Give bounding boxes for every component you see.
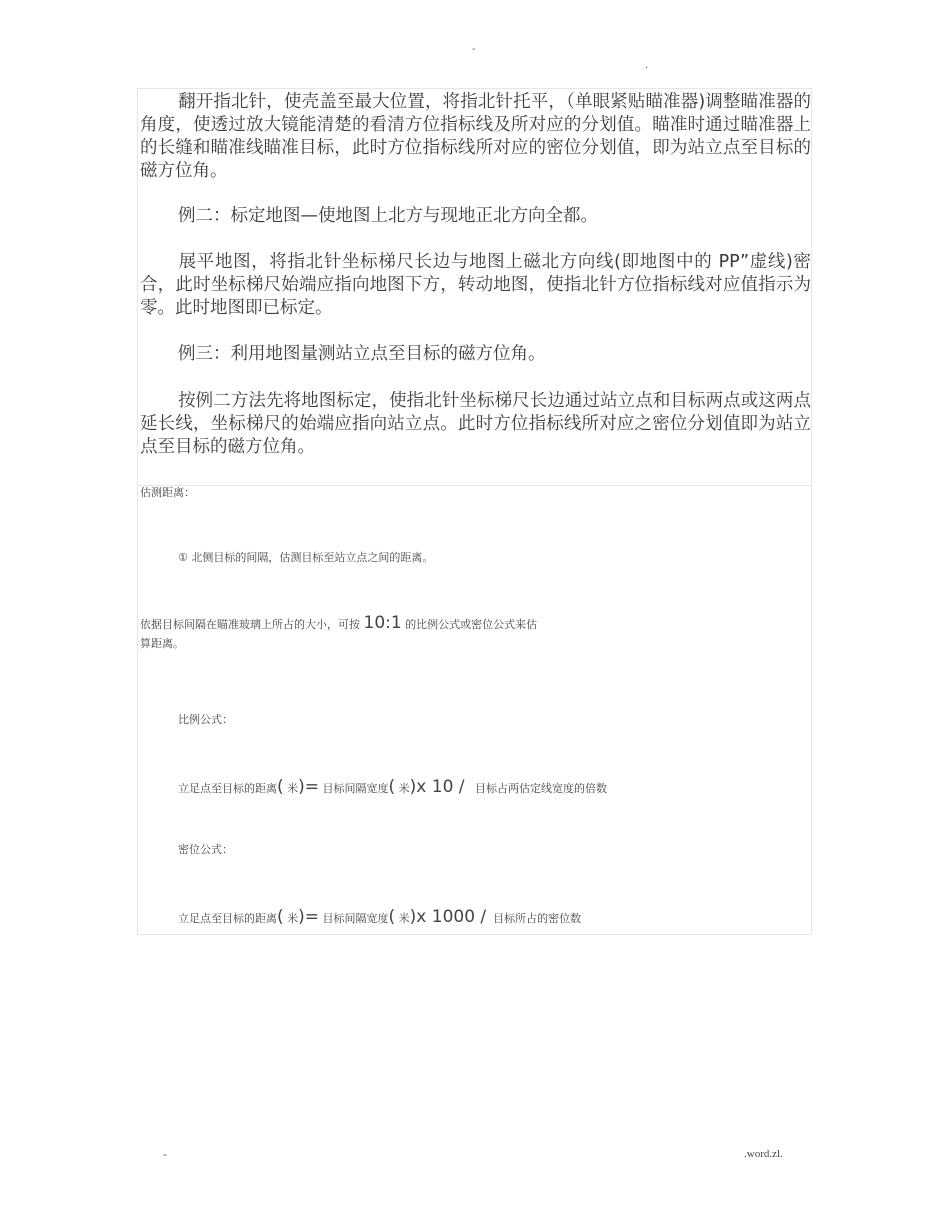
ratio-formula: 立足点至目标的距离( 米)= 目标间隔宽度( 米)x 10 / 目标占两估定线宽度的倍数 [178,777,608,797]
mil-formula-title: 密位公式： [178,843,233,856]
page-content [137,88,812,935]
paragraph-compass-aim: 翻开指北针，使壳盖至最大位置，将指北针托平，（单眼紧贴瞄准器)调整瞄准器的角度，使透过放大镜能清楚的看清方位指标线及所对应的分划值。瞄准时通过瞄准器上的长缝和瞄准线瞄准目标，此时方位指标线所对应的密位分划值，即为站立点至目标的磁方位角。 [140,92,811,181]
header-dash-mark: - [472,44,476,55]
description-line-cont: 算距离。 [140,637,184,650]
paragraph-example-three: 例三：利用地图量测站立点至目标的磁方位角。 [178,344,546,364]
footer-right: .word.zl. [744,1148,783,1160]
header-dot-mark: . [645,60,649,71]
section-title: 估测距离： [140,486,195,499]
paragraph-example-two: 例二：标定地图—使地图上北方与现地正北方向全都。 [178,206,598,226]
description-line: 依据目标间隔在瞄准玻璃上所占的大小，可按 10:1 的比例公式或密位公式来估 [140,613,538,633]
footer-left: - [163,1148,167,1161]
mil-formula: 立足点至目标的距离( 米)= 目标间隔宽度( 米)x 1000 / 目标所占的密位数 [178,907,582,927]
paragraph-map-orient: 展平地图，将指北针坐标梯尺长边与地图上磁北方向线(即地图中的 PP”虚线)密合，此时坐标梯尺始端应指向地图下方，转动地图，使指北针方位指标线对应值指示为零。此时地图即已标定。 [140,252,811,318]
ratio-value: 10:1 [363,613,402,633]
list-item: ① 北侧目标的间隔，估测目标至站立点之间的距离。 [178,551,434,564]
body-text-block [138,89,811,486]
ratio-formula-title: 比例公式： [178,713,233,726]
paragraph-measure-azimuth: 按例二方法先将地图标定，使指北针坐标梯尺长边通过站立点和目标两点或这两点延长线，坐标梯尺的始端应指向站立点。此时方位指标线所对应之密位分划值即为站立点至目标的磁方位角。 [140,391,811,457]
